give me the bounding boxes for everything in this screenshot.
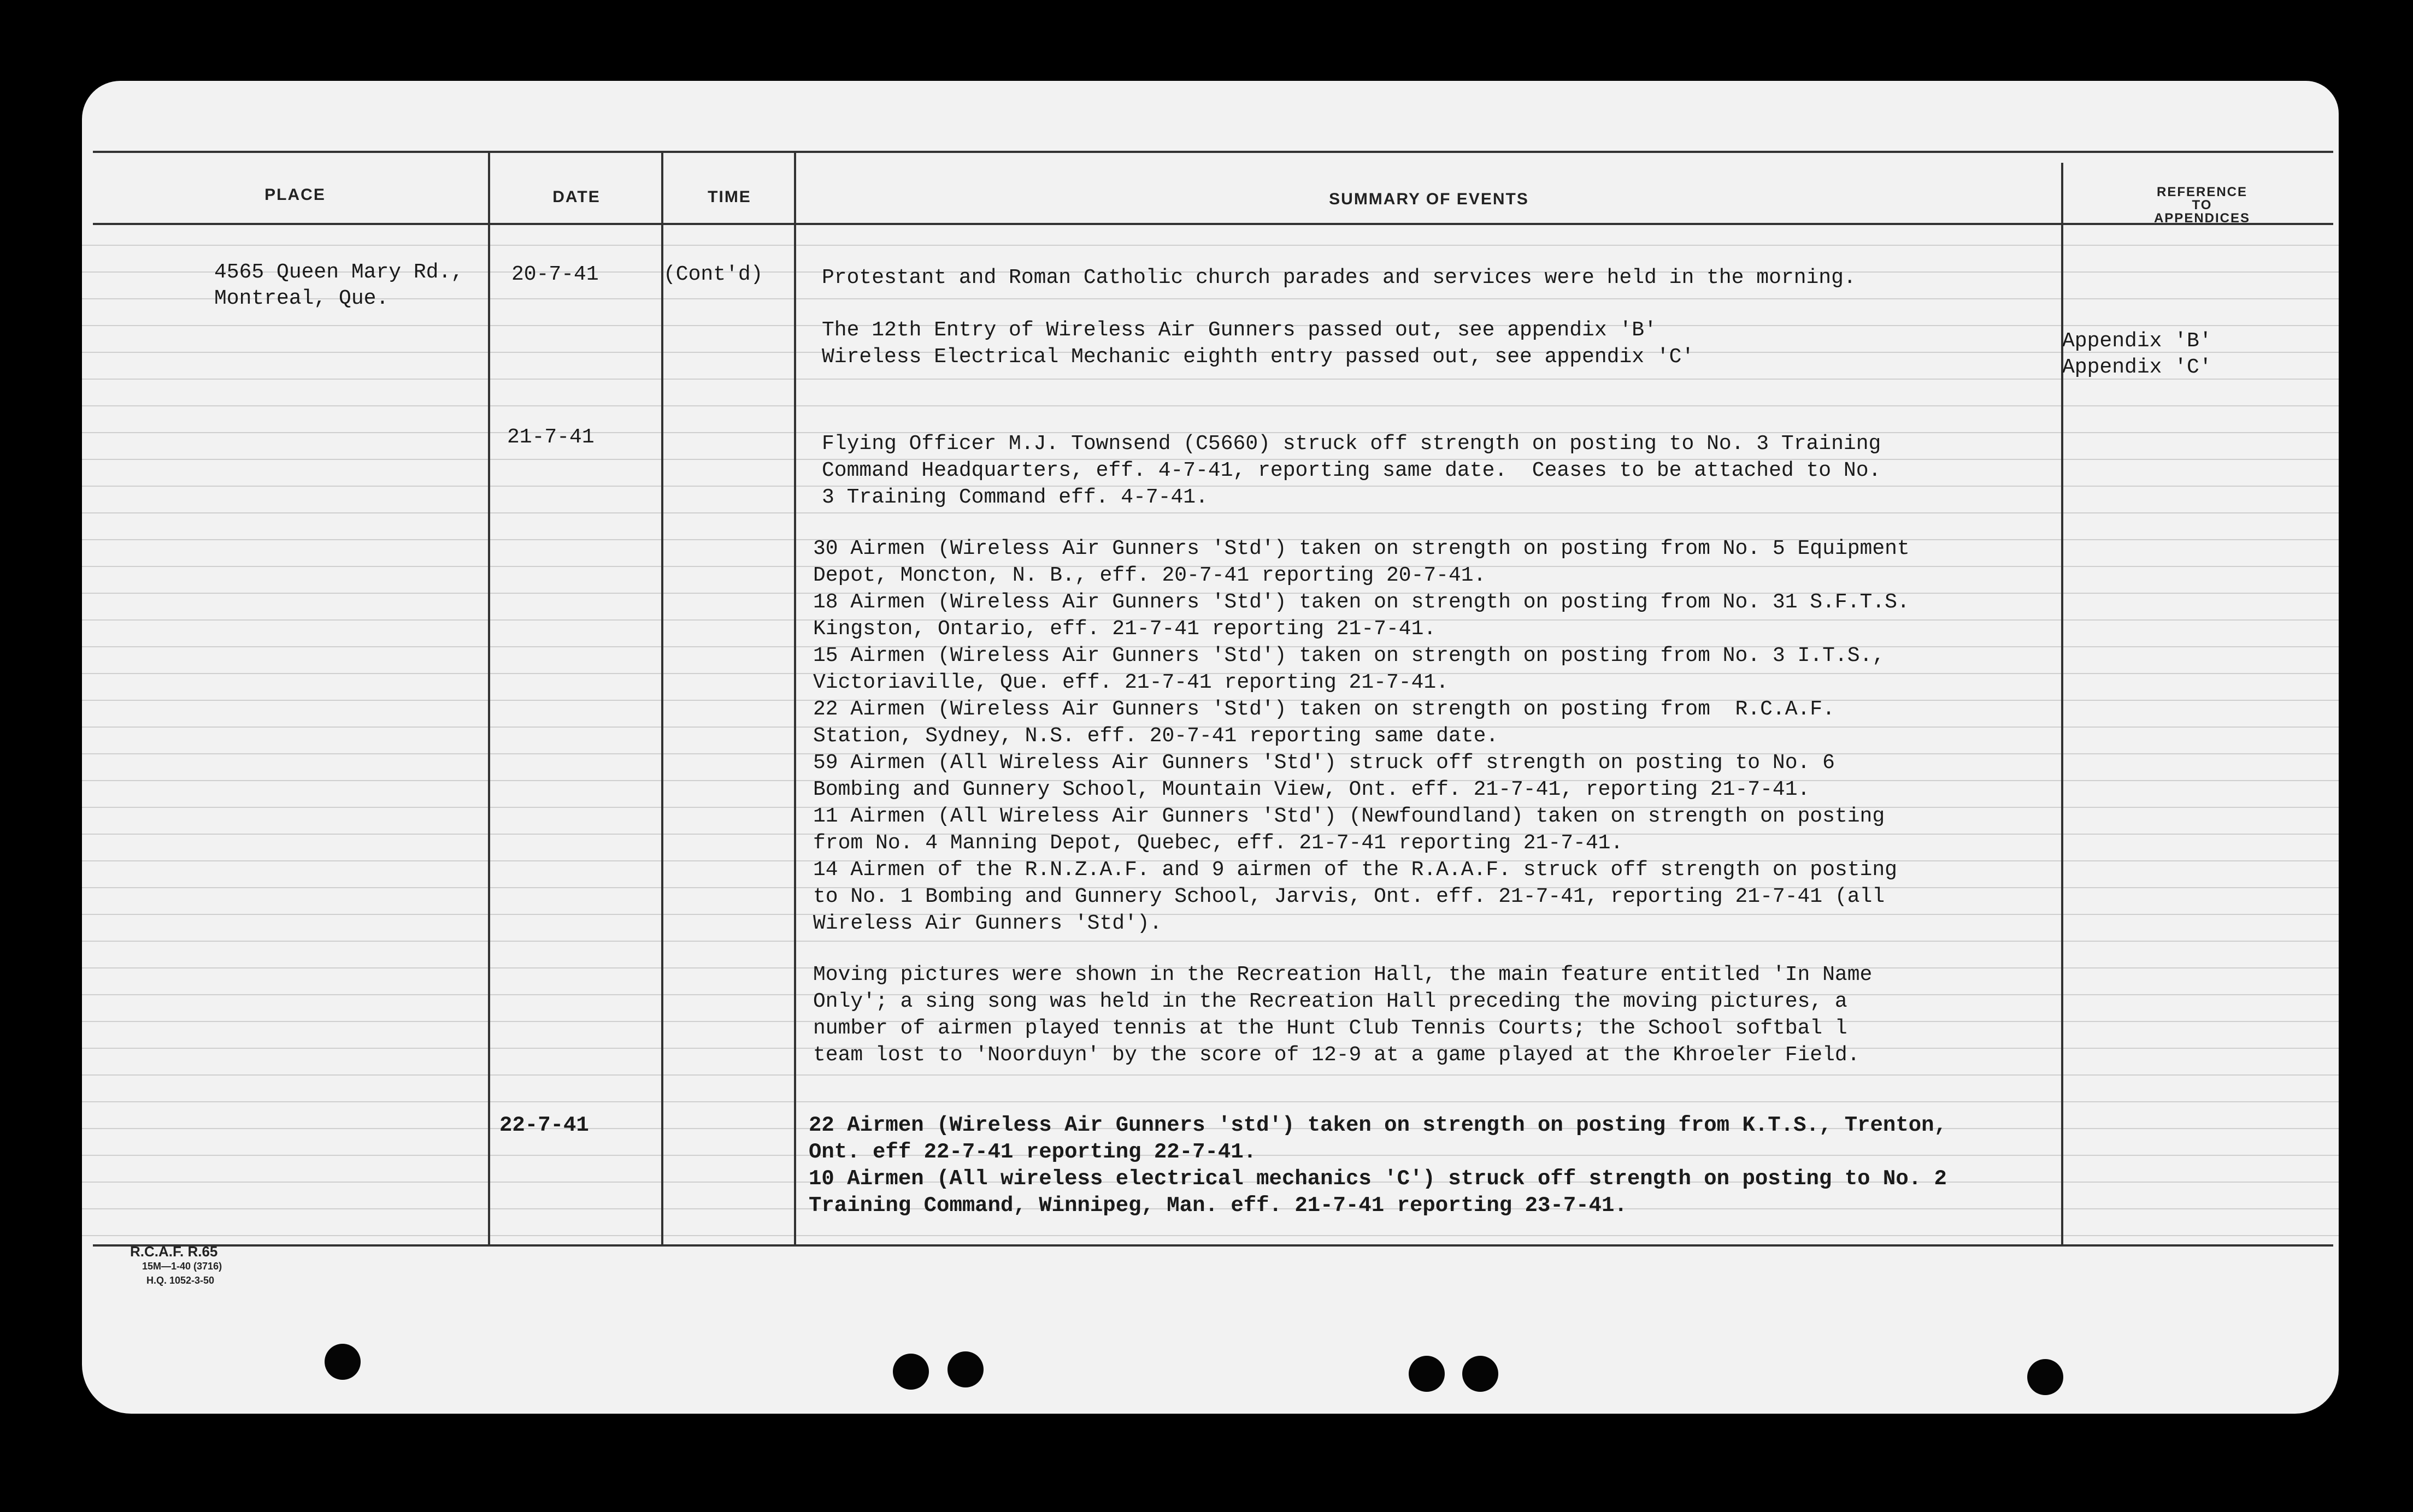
appendix-b-ref: Appendix 'B' (2062, 329, 2212, 353)
ruled-line (82, 1074, 2339, 1076)
ruled-line (82, 1235, 2339, 1236)
header-date: DATE (552, 188, 601, 206)
ruled-line (82, 512, 2339, 513)
header-reference: REFERENCE TO APPENDICES (2153, 185, 2251, 226)
header-place: PLACE (264, 186, 326, 204)
ruled-line (82, 1101, 2339, 1102)
column-divider-place (488, 151, 490, 1246)
date-21-7-41: 21-7-41 (507, 426, 595, 449)
punch-hole (1409, 1356, 1445, 1392)
date-20-7-41: 20-7-41 (511, 263, 599, 286)
punch-hole (1462, 1356, 1498, 1392)
diary-card (82, 81, 2339, 1414)
form-print-run: 15M—1-40 (3716) (142, 1261, 222, 1272)
column-divider-summary (2061, 163, 2063, 1246)
place-line-1: 4565 Queen Mary Rd., (214, 261, 464, 284)
header-top-rule (93, 151, 2333, 153)
place-line-2: Montreal, Que. (214, 287, 389, 310)
time-contd: (Cont'd) (663, 263, 763, 286)
summary-recreation: Moving pictures were shown in the Recreation Hall, the main feature entitled 'In Name Only'; a sing song was held in the Recreation Hall preceding the moving pictures, a number of airmen played tennis at the Hunt Club Tennis Courts; the School softbal l team lost to 'Noorduyn' by the score of 12-9 at a game played at the Khroeler Field. (813, 963, 1873, 1067)
date-22-7-41: 22-7-41 (499, 1113, 589, 1137)
punch-hole (325, 1344, 361, 1380)
punch-hole (947, 1351, 984, 1387)
column-divider-time (794, 151, 796, 1246)
ruled-line (82, 298, 2339, 299)
summary-townsend-posting: Flying Officer M.J. Townsend (C5660) struck off strength on posting to No. 3 Training Command Headquarters, eff. 4-7-41, reporting same date. Ceases to be attached to No. 3 Training Command eff. 4-7-41. (822, 432, 1881, 509)
summary-entries-passed-out: The 12th Entry of Wireless Air Gunners passed out, see appendix 'B' Wireless Electrical Mechanic eighth entry passed out, see appendix 'C' (822, 318, 1694, 369)
punch-hole (893, 1354, 929, 1390)
appendix-c-ref: Appendix 'C' (2062, 356, 2212, 379)
header-bottom-rule (93, 223, 2333, 225)
ruled-line (82, 405, 2339, 406)
form-code: R.C.A.F. R.65 (130, 1243, 218, 1260)
ruled-line (82, 379, 2339, 380)
summary-church-parades: Protestant and Roman Catholic church parades and services were held in the morning. (822, 266, 1856, 290)
ruled-line (82, 245, 2339, 246)
header-time: TIME (708, 188, 751, 206)
footer-rule (93, 1244, 2333, 1247)
form-hq-number: H.Q. 1052-3-50 (146, 1275, 215, 1286)
summary-22-7-41-postings: 22 Airmen (Wireless Air Gunners 'std') taken on strength on posting from K.T.S., Trenton, Ont. eff 22-7-41 reporting 22-7-41. 10 Airmen (All wireless electrical mechanics 'C') struck off strength on posting to No. 2 Training Command, Winnipeg, Man. eff. 21-7-41 reporting 23-7-41. (809, 1113, 1947, 1218)
summary-airmen-postings: 30 Airmen (Wireless Air Gunners 'Std') taken on strength on posting from No. 5 Equipment Depot, Moncton, N. B., eff. 20-7-41 reporting 20-7-41. 18 Airmen (Wireless Air Gunners 'Std') taken on strength on posting from No. 31 S.F.T.S. Kingston, Ontario, eff. 21-7-41 reporting 21-7-41. 15 Airmen (Wireless Air Gunners 'Std') taken on strength on posting from No. 3 I.T.S., Victoriaville, Que. eff. 21-7-41 reporting 21-7-41. 22 Airmen (Wireless Air Gunners 'Std') taken on strength on posting from R.C.A.F. Station, Sydney, N.S. eff. 20-7-41 reporting same date. 59 Airmen (All Wireless Air Gunners 'Std') struck off strength on posting to No. 6 Bombing and Gunnery School, Mountain View, Ont. eff. 21-7-41, reporting 21-7-41. 11 Airmen (All Wireless Air Gunners 'Std') (Newfoundland) taken on strength on posting from No. 4 Manning Depot, Quebec, eff. 21-7-41 reporting 21-7-41. 14 Airmen of the R.N.Z.A.F. and 9 airmen of the R.A.A.F. struck off strength on posting to No. 1 Bombing and Gunnery School, Jarvis, Ont. eff. 21-7-41, reporting 21-7-41 (all Wireless Air Gunners 'Std'). (813, 537, 1910, 935)
punch-hole (2027, 1359, 2063, 1395)
column-divider-date (661, 151, 663, 1246)
ruled-line (82, 941, 2339, 942)
header-summary: SUMMARY OF EVENTS (1329, 190, 1529, 208)
